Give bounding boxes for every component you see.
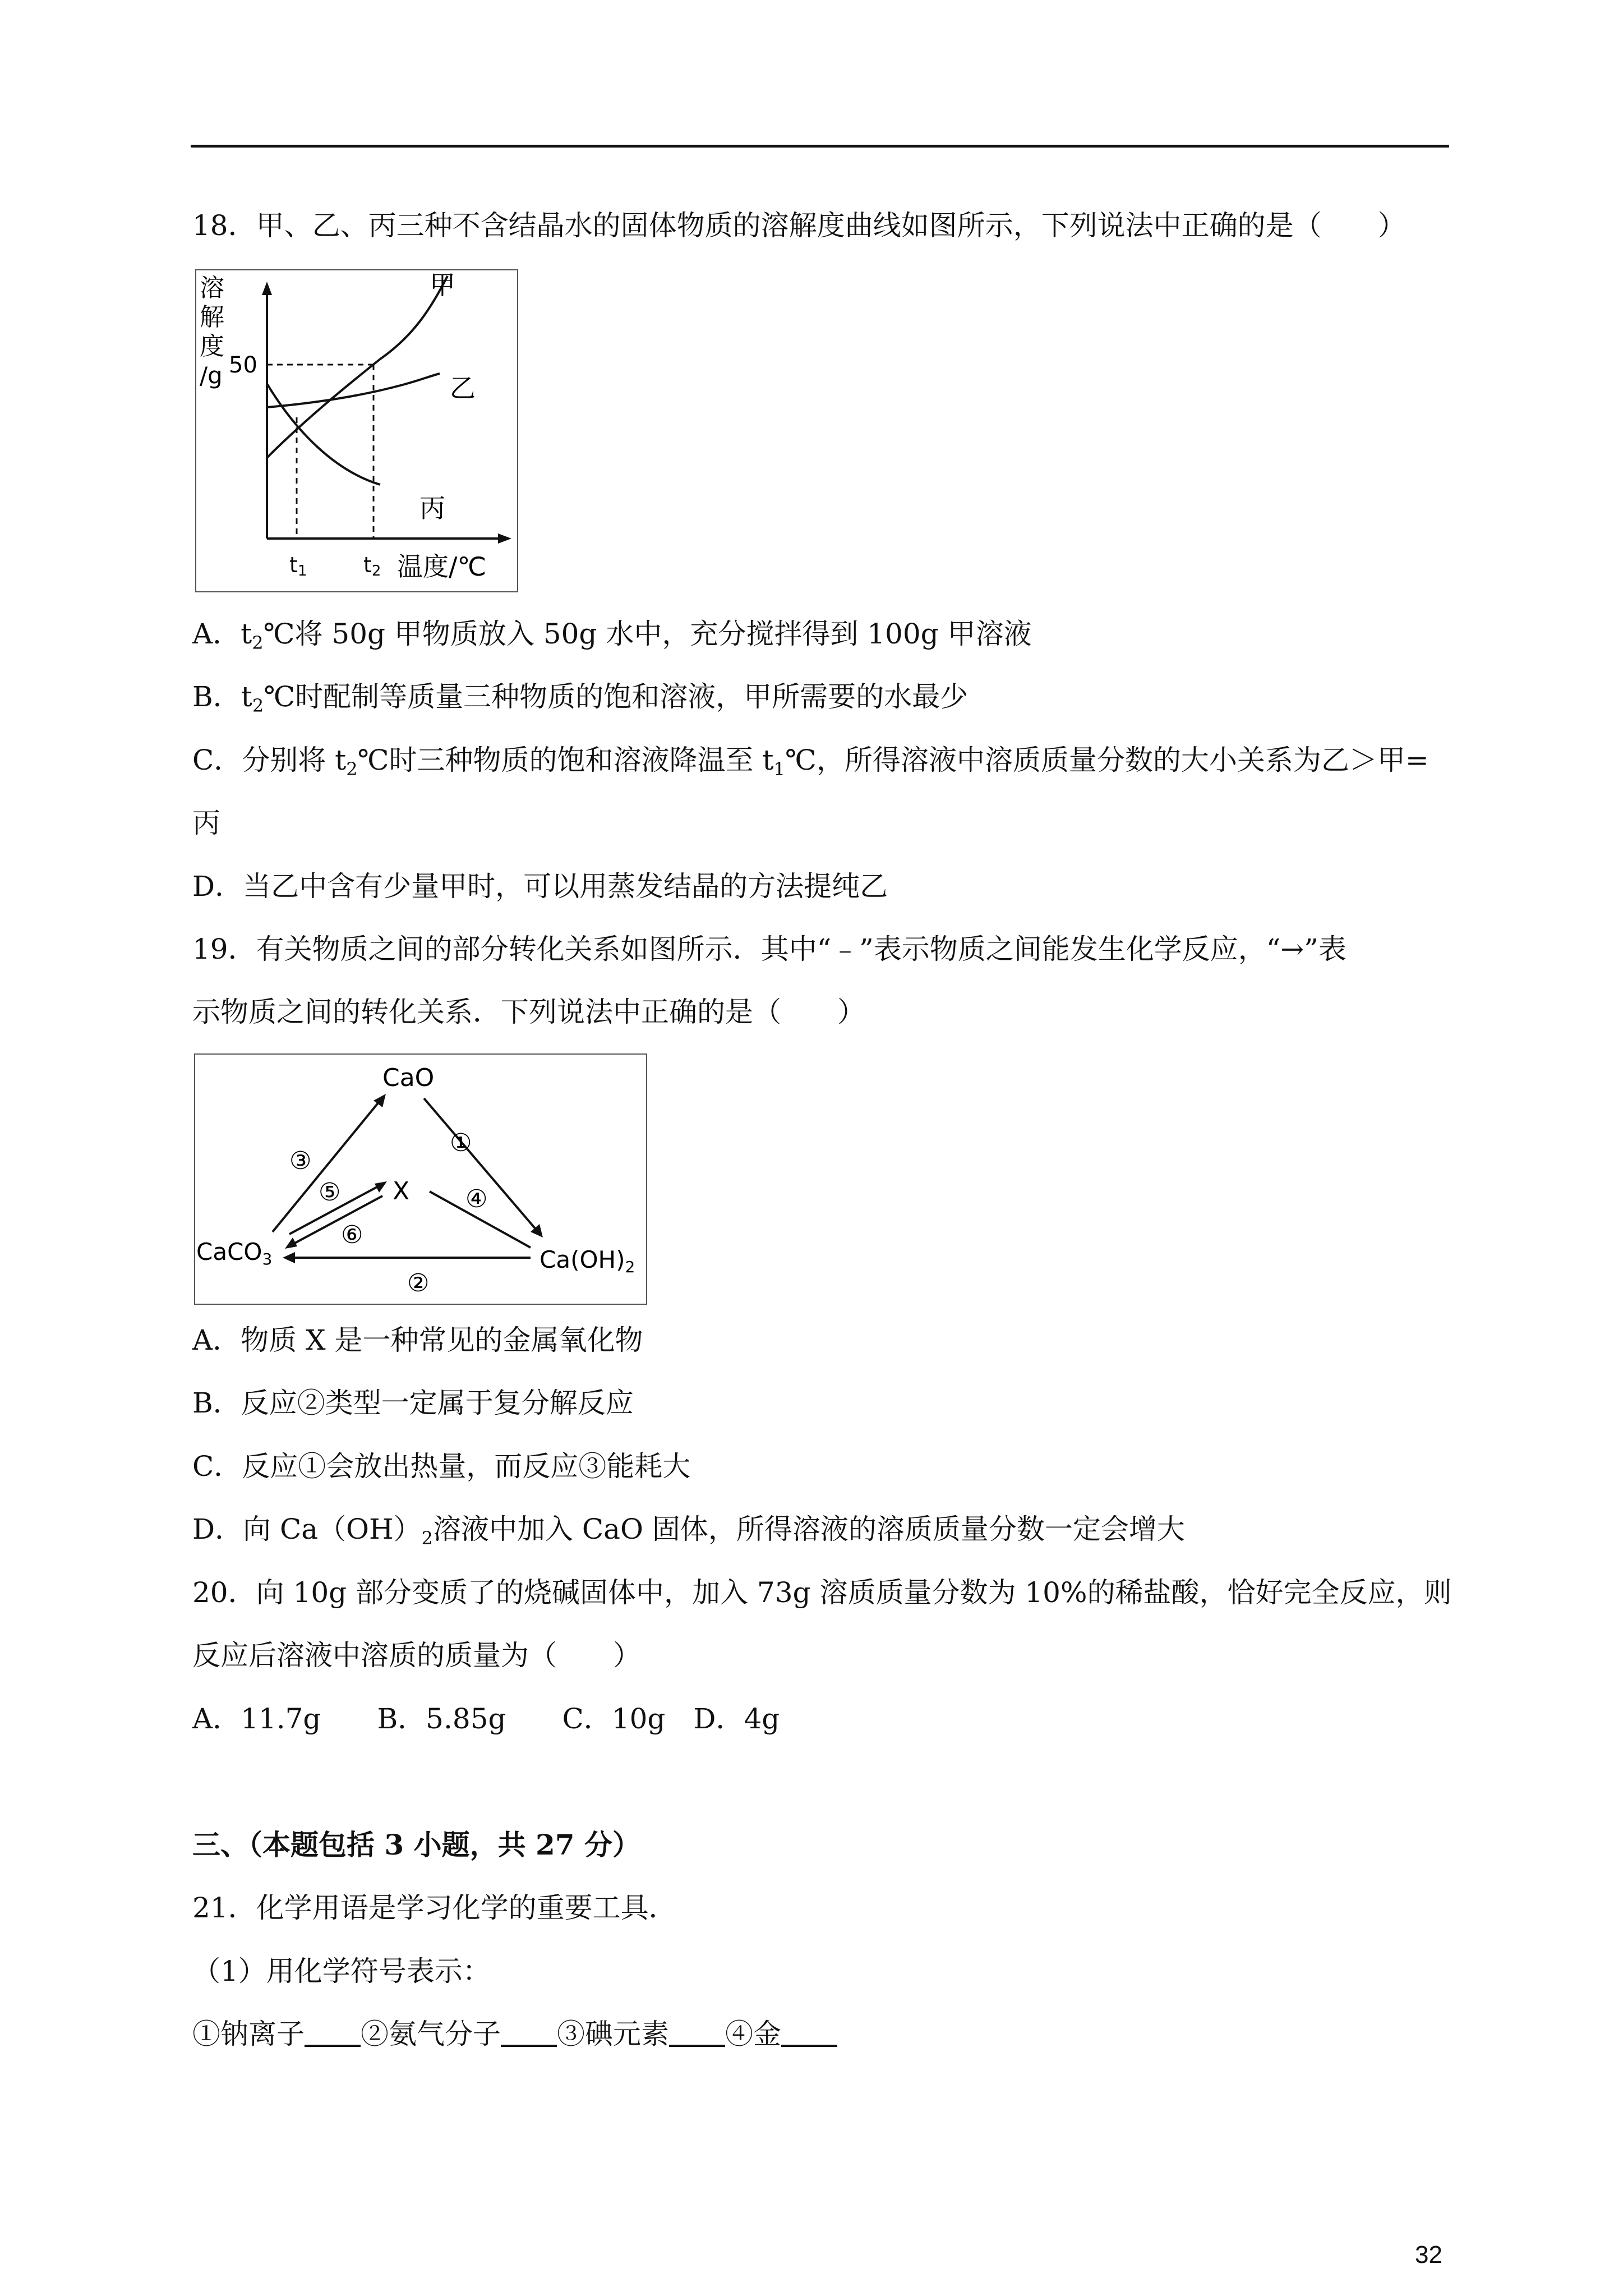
q21-part1: （1）用化学符号表示： xyxy=(192,1955,491,1987)
section-3-title: 三、（本题包括 3 小题，共 27 分） xyxy=(192,1828,640,1861)
label-reaction-2: ② xyxy=(407,1269,430,1297)
ylabel-char-4: /g xyxy=(200,362,223,389)
q19-option-d: D．向 $Ca(OH)_2$溶液中加入 CaO 固体，所得溶液的溶质质量分数一定会增大 xyxy=(192,1513,1185,1549)
header-rule xyxy=(191,145,1449,148)
q18-option-a: A．$t_2℃$将 50g 甲物质放入 50g 水中，充分搅拌得到 100g 甲溶液 xyxy=(192,618,1032,654)
label-yi: 乙 xyxy=(450,373,476,403)
q21-item-2: ②氨气分子 xyxy=(361,2018,501,2050)
answer-blank-2[interactable] xyxy=(501,2018,557,2047)
ylabel-char-3: 度 xyxy=(200,332,224,361)
solubility-curve-figure xyxy=(195,269,518,592)
ylabel-char-2: 解 xyxy=(200,303,224,332)
node-cao: CaO xyxy=(382,1064,435,1092)
conversion-diagram xyxy=(194,1053,647,1305)
q18-option-d: D．当乙中含有少量甲时，可以用蒸发结晶的方法提纯乙 xyxy=(192,870,888,903)
node-x: X xyxy=(393,1177,410,1205)
label-reaction-6: ⑥ xyxy=(341,1221,363,1249)
tick-t2: t2 xyxy=(363,553,381,579)
xlabel: 温度/℃ xyxy=(397,551,487,582)
q18-option-b: B．$t_2℃$时配制等质量三种物质的饱和溶液，甲所需要的水最少 xyxy=(192,680,969,716)
q19-option-a: A．物质 X 是一种常见的金属氧化物 xyxy=(192,1324,643,1356)
page-number: 32 xyxy=(1415,2241,1442,2269)
node-caco3: CaCO3 xyxy=(196,1238,273,1268)
q18-stem: 18．甲、乙、丙三种不含结晶水的固体物质的溶解度曲线如图所示，下列说法中正确的是（ ） xyxy=(192,209,1406,242)
label-bing: 丙 xyxy=(419,493,445,523)
answer-blank-1[interactable] xyxy=(305,2018,361,2047)
node-caoh2: Ca(OH)2 xyxy=(540,1246,635,1276)
label-reaction-5: ⑤ xyxy=(319,1178,341,1207)
q20-options: A．11.7g B．5.85g C．10g D．4g xyxy=(192,1703,780,1735)
q21-item-4: ④金 xyxy=(725,2018,781,2050)
q19-option-c: C．反应①会放出热量，而反应③能耗大 xyxy=(192,1450,691,1483)
q19-option-b: B．反应②类型一定属于复分解反应 xyxy=(192,1387,634,1419)
q18-option-c-cont: 丙 xyxy=(192,807,220,839)
label-reaction-3: ③ xyxy=(289,1147,312,1175)
answer-blank-3[interactable] xyxy=(669,2018,725,2047)
q20-stem-line1: 20．向 10g 部分变质了的烧碱固体中，加入 73g 溶质质量分数为 10%的稀盐酸，恰好完全反应，则 xyxy=(192,1576,1452,1609)
q21-items xyxy=(192,2017,837,2051)
q21-stem: 21．化学用语是学习化学的重要工具． xyxy=(192,1892,677,1924)
figure-frame xyxy=(196,270,518,592)
q19-stem-line1: 19．有关物质之间的部分转化关系如图所示．其中“﹣”表示物质之间能发生化学反应，“→”表 xyxy=(192,933,1347,965)
q21-item-1: ①钠离子 xyxy=(192,2018,305,2050)
q19-stem-line2: 示物质之间的转化关系．下列说法中正确的是（ ） xyxy=(192,996,865,1028)
tick-50: 50 xyxy=(229,352,257,378)
q18-option-c: C．分别将 $t_2℃$时三种物质的饱和溶液降温至 $t_1℃$，所得溶液中溶质质量分数的大小关系为乙＞甲= xyxy=(192,744,1429,780)
label-jia: 甲 xyxy=(430,270,455,300)
label-reaction-1: ① xyxy=(450,1129,472,1157)
label-reaction-4: ④ xyxy=(465,1185,488,1213)
tick-t1: t1 xyxy=(289,553,307,579)
q21-item-3: ③碘元素 xyxy=(557,2018,669,2050)
ylabel-char-1: 溶 xyxy=(200,274,224,302)
answer-blank-4[interactable] xyxy=(781,2018,837,2047)
q20-stem-line2: 反应后溶液中溶质的质量为（ ） xyxy=(192,1639,641,1672)
